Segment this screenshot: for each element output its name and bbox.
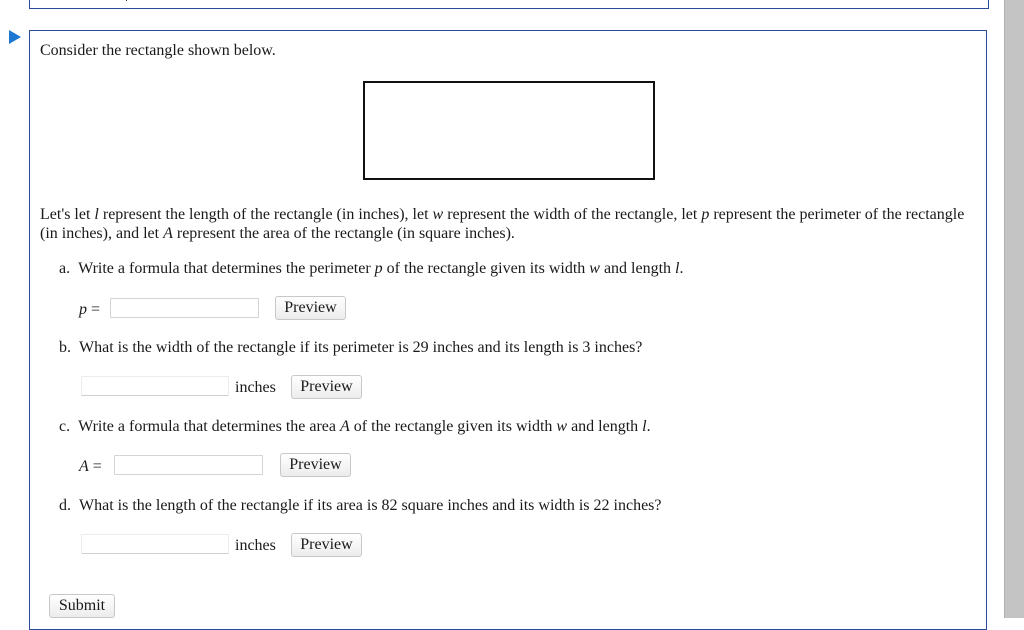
part-a-question: a. Write a formula that determines the perimeter p of the rectangle given its width w and length l. <box>59 260 684 277</box>
part-c-answer-label: A = <box>79 458 102 475</box>
part-d-preview-button[interactable]: Preview <box>291 533 362 557</box>
var-l: l <box>94 206 99 223</box>
problem-intro: Consider the rectangle shown below. <box>40 42 276 59</box>
part-b-preview-button[interactable]: Preview <box>291 375 362 399</box>
var-w: w <box>432 206 444 223</box>
part-c-preview-button[interactable]: Preview <box>280 453 351 477</box>
var-p: p <box>701 206 710 223</box>
previous-problem-box <box>29 0 989 9</box>
page-scrollbar[interactable] <box>1004 0 1024 618</box>
submit-button[interactable]: Submit <box>49 594 115 618</box>
part-c-answer-input[interactable] <box>114 455 263 475</box>
part-a-answer-label: p = <box>79 301 101 318</box>
problem-definition: Let's let l represent the length of the rectangle (in inches), let w represent the width of the rectangle, let p represent the perimeter of the rectangle (in inches), and let A represent the area of the rectangle (in square inches). <box>40 206 965 242</box>
part-a-preview-button[interactable]: Preview <box>275 296 346 320</box>
part-b-question: b. What is the width of the rectangle if its perimeter is 29 inches and its length is 3 inches? <box>59 339 643 356</box>
part-d-unit: inches <box>235 537 276 554</box>
rectangle-figure <box>363 81 655 180</box>
collapse-triangle-icon[interactable] <box>9 30 21 44</box>
var-A: A <box>163 225 173 242</box>
part-c-question: c. Write a formula that determines the area A of the rectangle given its width w and length l. <box>59 418 651 435</box>
part-b-answer-input[interactable] <box>81 376 229 396</box>
part-d-answer-input[interactable] <box>81 534 229 554</box>
part-d-question: d. What is the length of the rectangle if its area is 82 square inches and its width is 22 inches? <box>59 497 662 514</box>
part-b-unit: inches <box>235 379 276 396</box>
part-a-answer-input[interactable] <box>110 298 259 318</box>
previous-problem-tick <box>126 0 127 1</box>
